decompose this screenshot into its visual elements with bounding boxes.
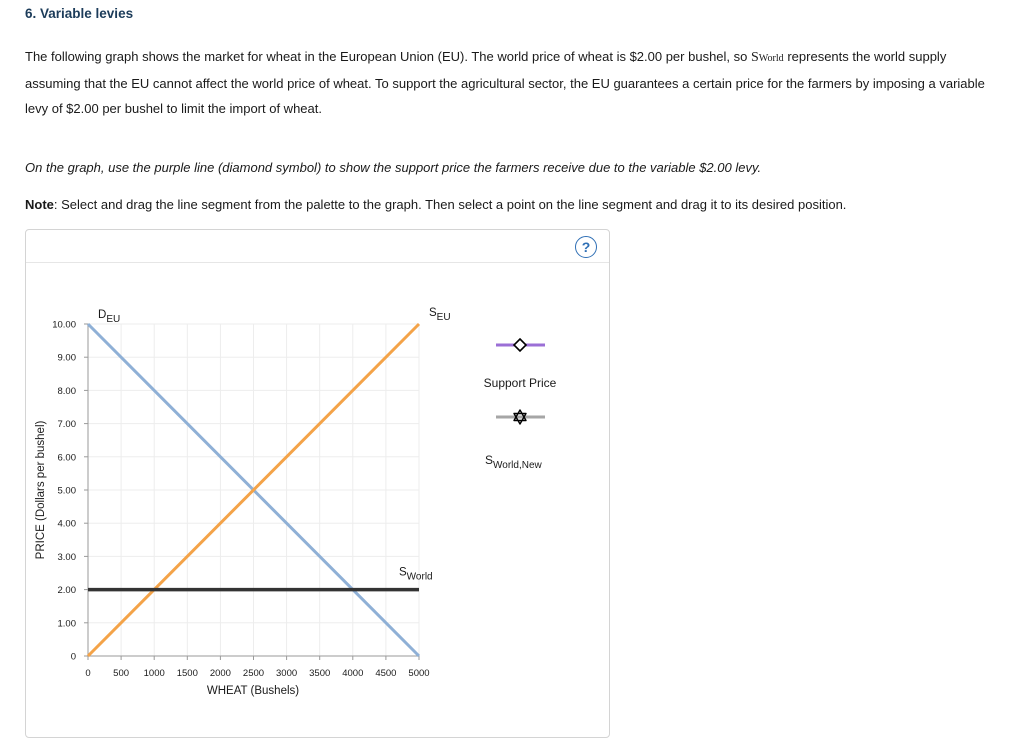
sworld-new-tool-label: $S_{World,New}$ (485, 453, 542, 471)
series-label-d-eu: DEU (98, 309, 121, 325)
y-tick-label: 7.00 (57, 419, 76, 431)
series-label-s-eu: SEU (429, 307, 451, 323)
y-tick-label: 3.00 (57, 551, 76, 563)
question-title: 6. Variable levies (25, 6, 134, 21)
note-label: Note (25, 197, 54, 212)
y-axis-label: PRICE (Dollars per bushel) (35, 420, 47, 560)
x-tick-label: 2000 (209, 668, 231, 679)
sworld-symbol: SWorld (750, 50, 784, 65)
intro-text-end: represents the world supply assuming that the EU cannot affect the world price of wheat. To support the agricultural sector, the EU guarantees a certain price for the farmers by imposing a variable levy of $2.00 per bushel to limit the import of wheat. (25, 49, 985, 116)
x-tick-label: 500 (113, 668, 130, 679)
support-price-tool[interactable] (484, 339, 557, 390)
x-tick-label: 5000 (408, 668, 430, 679)
x-tick-label: 4500 (375, 668, 397, 679)
help-icon[interactable]: ? (575, 236, 597, 258)
x-tick-label: 2500 (242, 668, 265, 679)
x-tick-label: 1500 (176, 668, 198, 679)
y-tick-label: 5.00 (57, 485, 76, 497)
x-tick-label: 3000 (276, 668, 298, 679)
y-tick-label: 4.00 (57, 518, 76, 530)
x-tick-label: 1000 (143, 668, 165, 679)
series-label-s-world: SWorld (399, 566, 433, 583)
palette (484, 339, 557, 471)
x-tick-label: 3500 (309, 668, 331, 679)
support-price-tool-label: Support Price (483, 376, 557, 390)
y-tick-label: 2.00 (57, 585, 76, 597)
x-axis-label: WHEAT (Bushels) (206, 685, 300, 697)
instruction-text: On the graph, use the purple line (diamond symbol) to show the support price the farmers receive due to the variable $2.00 levy. (25, 160, 762, 175)
y-tick-label: 8.00 (57, 385, 76, 397)
y-tick-label: 10.00 (52, 319, 76, 331)
diamond-icon (514, 339, 526, 351)
x-tick-label: 0 (85, 668, 91, 679)
y-tick-label: 9.00 (57, 352, 76, 364)
sworld-new-tool[interactable] (485, 410, 545, 471)
y-tick-label: 6.00 (57, 452, 76, 464)
intro-text-start: The following graph shows the market for wheat in the European Union (EU). The world price of wheat is $2.00 per bushel, so (25, 49, 751, 64)
y-ticks (52, 320, 88, 663)
x-ticks (85, 656, 429, 679)
x-tick-label: 4000 (342, 668, 364, 679)
note-text: : Select and drag the line segment from the palette to the graph. Then select a point on the line segment and drag it to its desired position. (53, 197, 847, 212)
series-labels (98, 307, 451, 583)
y-tick-label: 1.00 (57, 618, 76, 630)
y-tick-label: 0 (70, 651, 76, 663)
